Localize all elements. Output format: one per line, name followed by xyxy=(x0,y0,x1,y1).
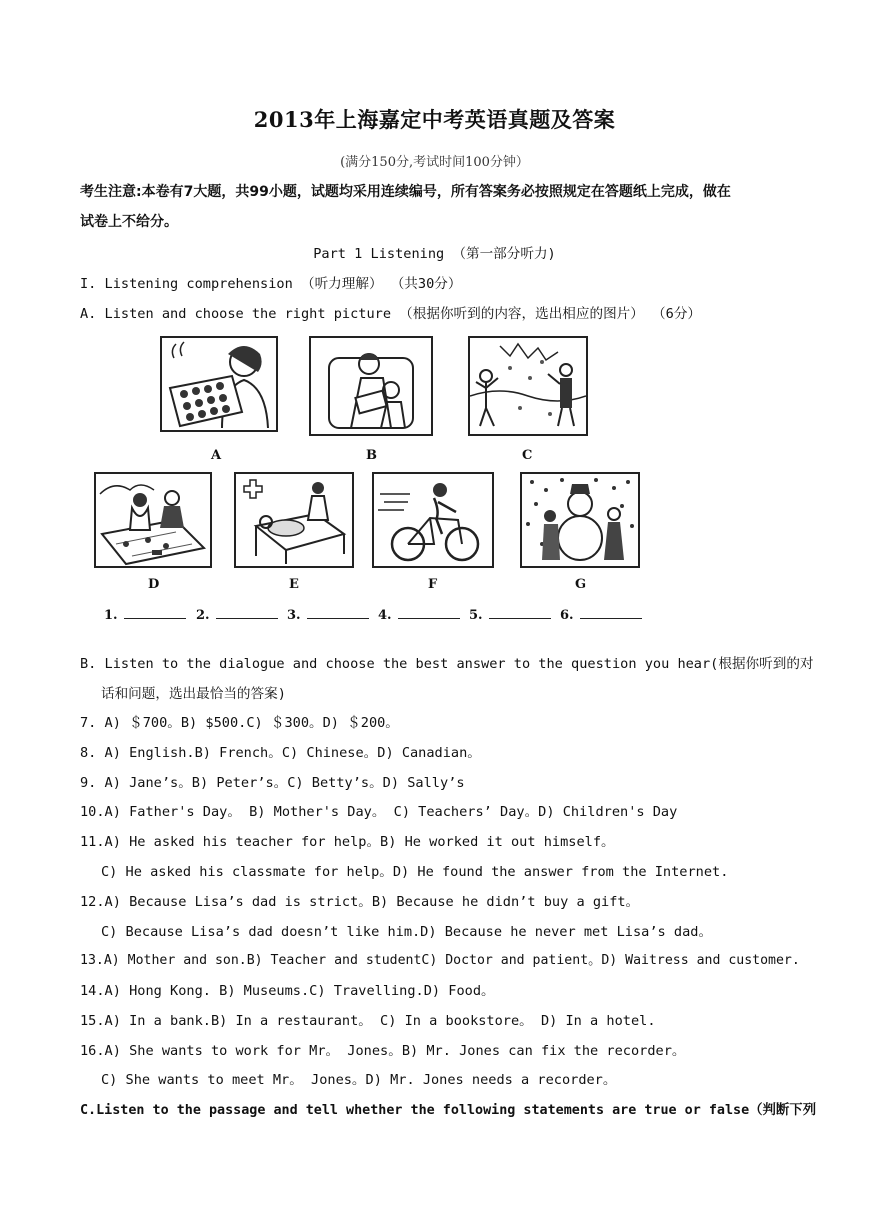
blank-number: 6. xyxy=(560,608,574,623)
exam-info: (满分150分,考试时间100分钟） xyxy=(340,155,529,170)
picnic-illustration xyxy=(96,474,210,566)
picture-e xyxy=(234,472,354,568)
answer-blank-4[interactable] xyxy=(378,606,460,623)
blank-number: 2. xyxy=(196,608,210,623)
blank-number: 3. xyxy=(287,608,301,623)
snowball-fight-illustration xyxy=(470,338,586,434)
notice-line-2: 试卷上不给分。 xyxy=(80,214,178,230)
blank-number: 5. xyxy=(469,608,483,623)
picture-label-c: C xyxy=(522,448,533,463)
question-7: 7. A) ＄700。B) $500.C) ＄300。D) ＄200。 xyxy=(80,715,399,731)
blank-number: 4. xyxy=(378,608,392,623)
picture-b xyxy=(309,336,433,436)
blank-line xyxy=(489,606,551,619)
picture-label-e: E xyxy=(289,577,299,592)
hospital-bed-illustration xyxy=(236,474,352,566)
question-14: 14.A) Hong Kong. B) Museums.C) Travelling.D) Food。 xyxy=(80,983,495,999)
baking-cookies-illustration xyxy=(162,338,276,430)
blank-line xyxy=(216,606,278,619)
blank-line xyxy=(124,606,186,619)
picture-c xyxy=(468,336,588,436)
question-15: 15.A) In a bank.B) In a restaurant。 C) In a bookstore。 D) In a hotel. xyxy=(80,1013,656,1029)
answer-blank-6[interactable] xyxy=(560,606,642,623)
question-11-continued: C) He asked his classmate for help。D) He found the answer from the Internet. xyxy=(101,864,729,880)
section-c-instruction: C.Listen to the passage and tell whether the following statements are true or false（判断下列 xyxy=(80,1103,817,1118)
section-a-instruction: A. Listen and choose the right picture （根据你听到的内容，选出相应的图片） （6分） xyxy=(80,306,702,322)
notice-line-1: 考生注意:本卷有7大题，共99小题，试题均采用连续编号，所有答案务必按照规定在答题纸上完成，做在 xyxy=(80,184,731,200)
answer-blank-2[interactable] xyxy=(196,606,278,623)
blank-line xyxy=(398,606,460,619)
question-13: 13.A) Mother and son.B) Teacher and studentC) Doctor and patient。D) Waitress and customer. xyxy=(80,953,800,968)
cycling-illustration xyxy=(374,474,492,566)
picture-f xyxy=(372,472,494,568)
picture-g xyxy=(520,472,640,568)
answer-blank-1[interactable] xyxy=(104,606,186,623)
question-8: 8. A) English.B) French。C) Chinese。D) Canadian。 xyxy=(80,745,481,761)
question-16-continued: C) She wants to meet Mr。 Jones。D) Mr. Jones needs a recorder。 xyxy=(101,1072,617,1088)
blank-line xyxy=(580,606,642,619)
picture-label-b: B xyxy=(366,448,377,463)
question-9: 9. A) Jane’s。B) Peter’s。C) Betty’s。D) Sally’s xyxy=(80,775,465,791)
question-16: 16.A) She wants to work for Mr。 Jones。B) Mr. Jones can fix the recorder。 xyxy=(80,1043,686,1059)
section-b-instruction-line-2: 话和问题，选出最恰当的答案) xyxy=(101,686,286,702)
question-12-continued: C) Because Lisa’s dad doesn’t like him.D) Because he never met Lisa’s dad。 xyxy=(101,924,713,940)
picture-label-g: G xyxy=(575,577,587,592)
picture-a xyxy=(160,336,278,432)
question-10: 10.A) Father's Day。 B) Mother's Day。 C) Teachers’ Day。D) Children's Day xyxy=(80,804,678,820)
answer-blank-3[interactable] xyxy=(287,606,369,623)
question-12: 12.A) Because Lisa’s dad is strict。B) Because he didn’t buy a gift。 xyxy=(80,894,640,910)
part-heading: Part 1 Listening （第一部分听力) xyxy=(313,246,556,262)
blank-number: 1. xyxy=(104,608,118,623)
picture-label-a: A xyxy=(211,448,222,463)
picture-label-f: F xyxy=(428,577,438,592)
section-heading: I. Listening comprehension （听力理解） （共30分） xyxy=(80,276,462,292)
reading-in-armchair-illustration xyxy=(311,338,431,434)
question-11: 11.A) He asked his teacher for help。B) He worked it out himself。 xyxy=(80,834,615,850)
section-b-instruction-line-1: B. Listen to the dialogue and choose the best answer to the question you hear(根据你听到的对 xyxy=(80,656,814,672)
answer-blank-5[interactable] xyxy=(469,606,551,623)
picture-d xyxy=(94,472,212,568)
snowman-illustration xyxy=(522,474,638,566)
picture-label-d: D xyxy=(148,577,160,592)
blank-line xyxy=(307,606,369,619)
page-title: 2013年上海嘉定中考英语真题及答案 xyxy=(253,107,616,132)
